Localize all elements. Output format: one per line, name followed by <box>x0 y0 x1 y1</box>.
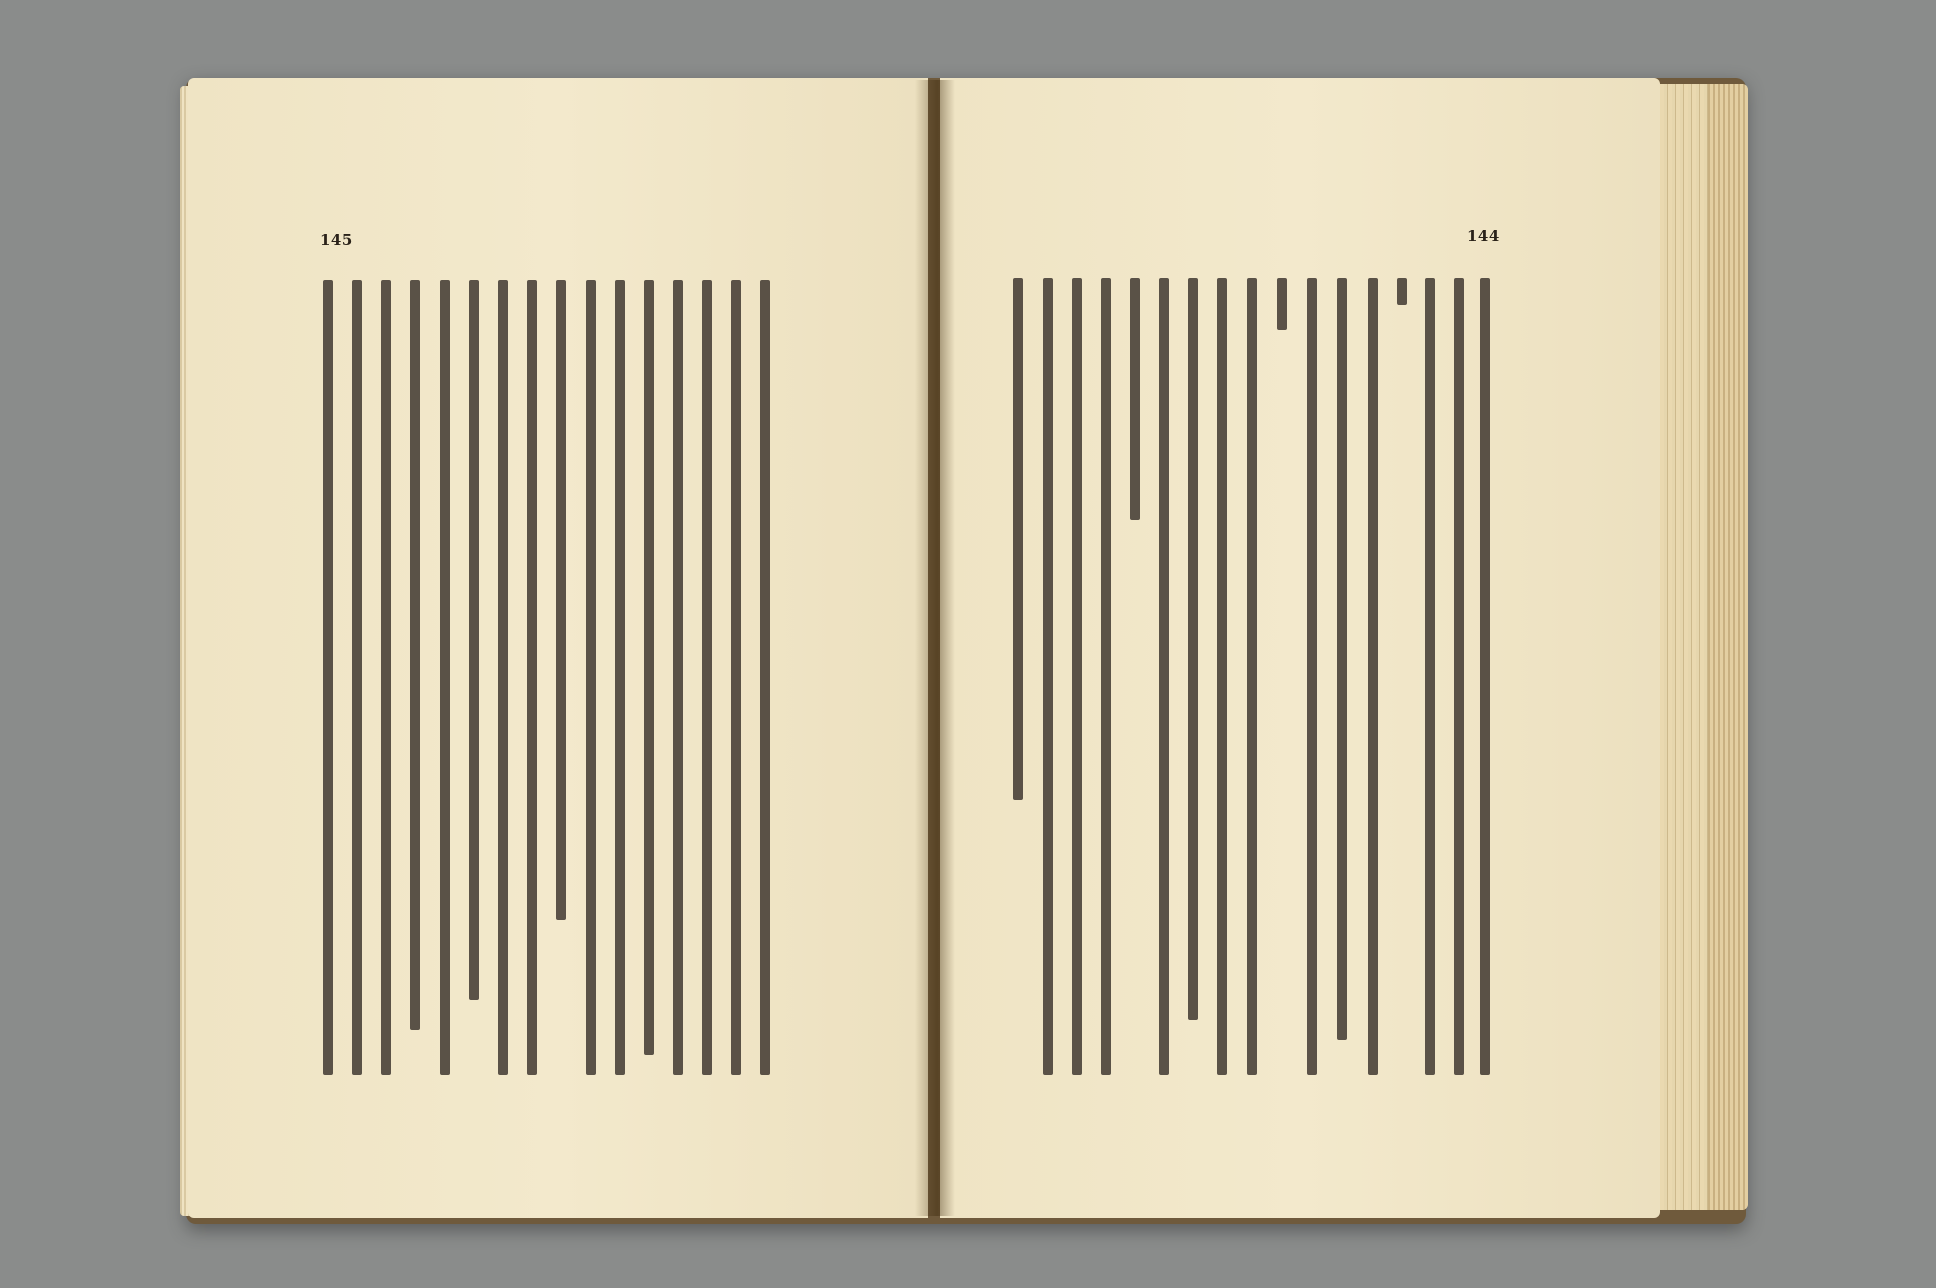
text-line <box>1101 278 1111 1075</box>
text-line <box>1337 278 1347 1040</box>
text-line <box>1368 278 1378 1075</box>
text-line <box>673 280 683 1075</box>
text-line <box>527 280 537 1075</box>
text-line <box>1277 278 1287 330</box>
text-line <box>1013 278 1023 800</box>
text-line <box>469 280 479 1000</box>
page-number-right: 144 <box>1467 227 1500 245</box>
text-line <box>1454 278 1464 1075</box>
text-line <box>1130 278 1140 520</box>
book-gutter <box>915 80 955 1216</box>
text-line <box>1425 278 1435 1075</box>
page-edges-right <box>1648 84 1748 1210</box>
text-line <box>381 280 391 1075</box>
text-line <box>1072 278 1082 1075</box>
text-line <box>1307 278 1317 1075</box>
text-line <box>1217 278 1227 1075</box>
text-line <box>760 280 770 1075</box>
text-line <box>1247 278 1257 1075</box>
text-line <box>1043 278 1053 1075</box>
text-line <box>1188 278 1198 1020</box>
text-line <box>615 280 625 1075</box>
page-number-left: 145 <box>320 231 353 249</box>
text-line <box>644 280 654 1055</box>
text-line <box>1480 278 1490 1075</box>
text-line <box>702 280 712 1075</box>
text-line <box>556 280 566 920</box>
text-line <box>352 280 362 1075</box>
text-line <box>1159 278 1169 1075</box>
text-line <box>498 280 508 1075</box>
text-line <box>410 280 420 1030</box>
text-line <box>731 280 741 1075</box>
text-line <box>323 280 333 1075</box>
text-line <box>440 280 450 1075</box>
text-line <box>1397 278 1407 305</box>
text-line <box>586 280 596 1075</box>
